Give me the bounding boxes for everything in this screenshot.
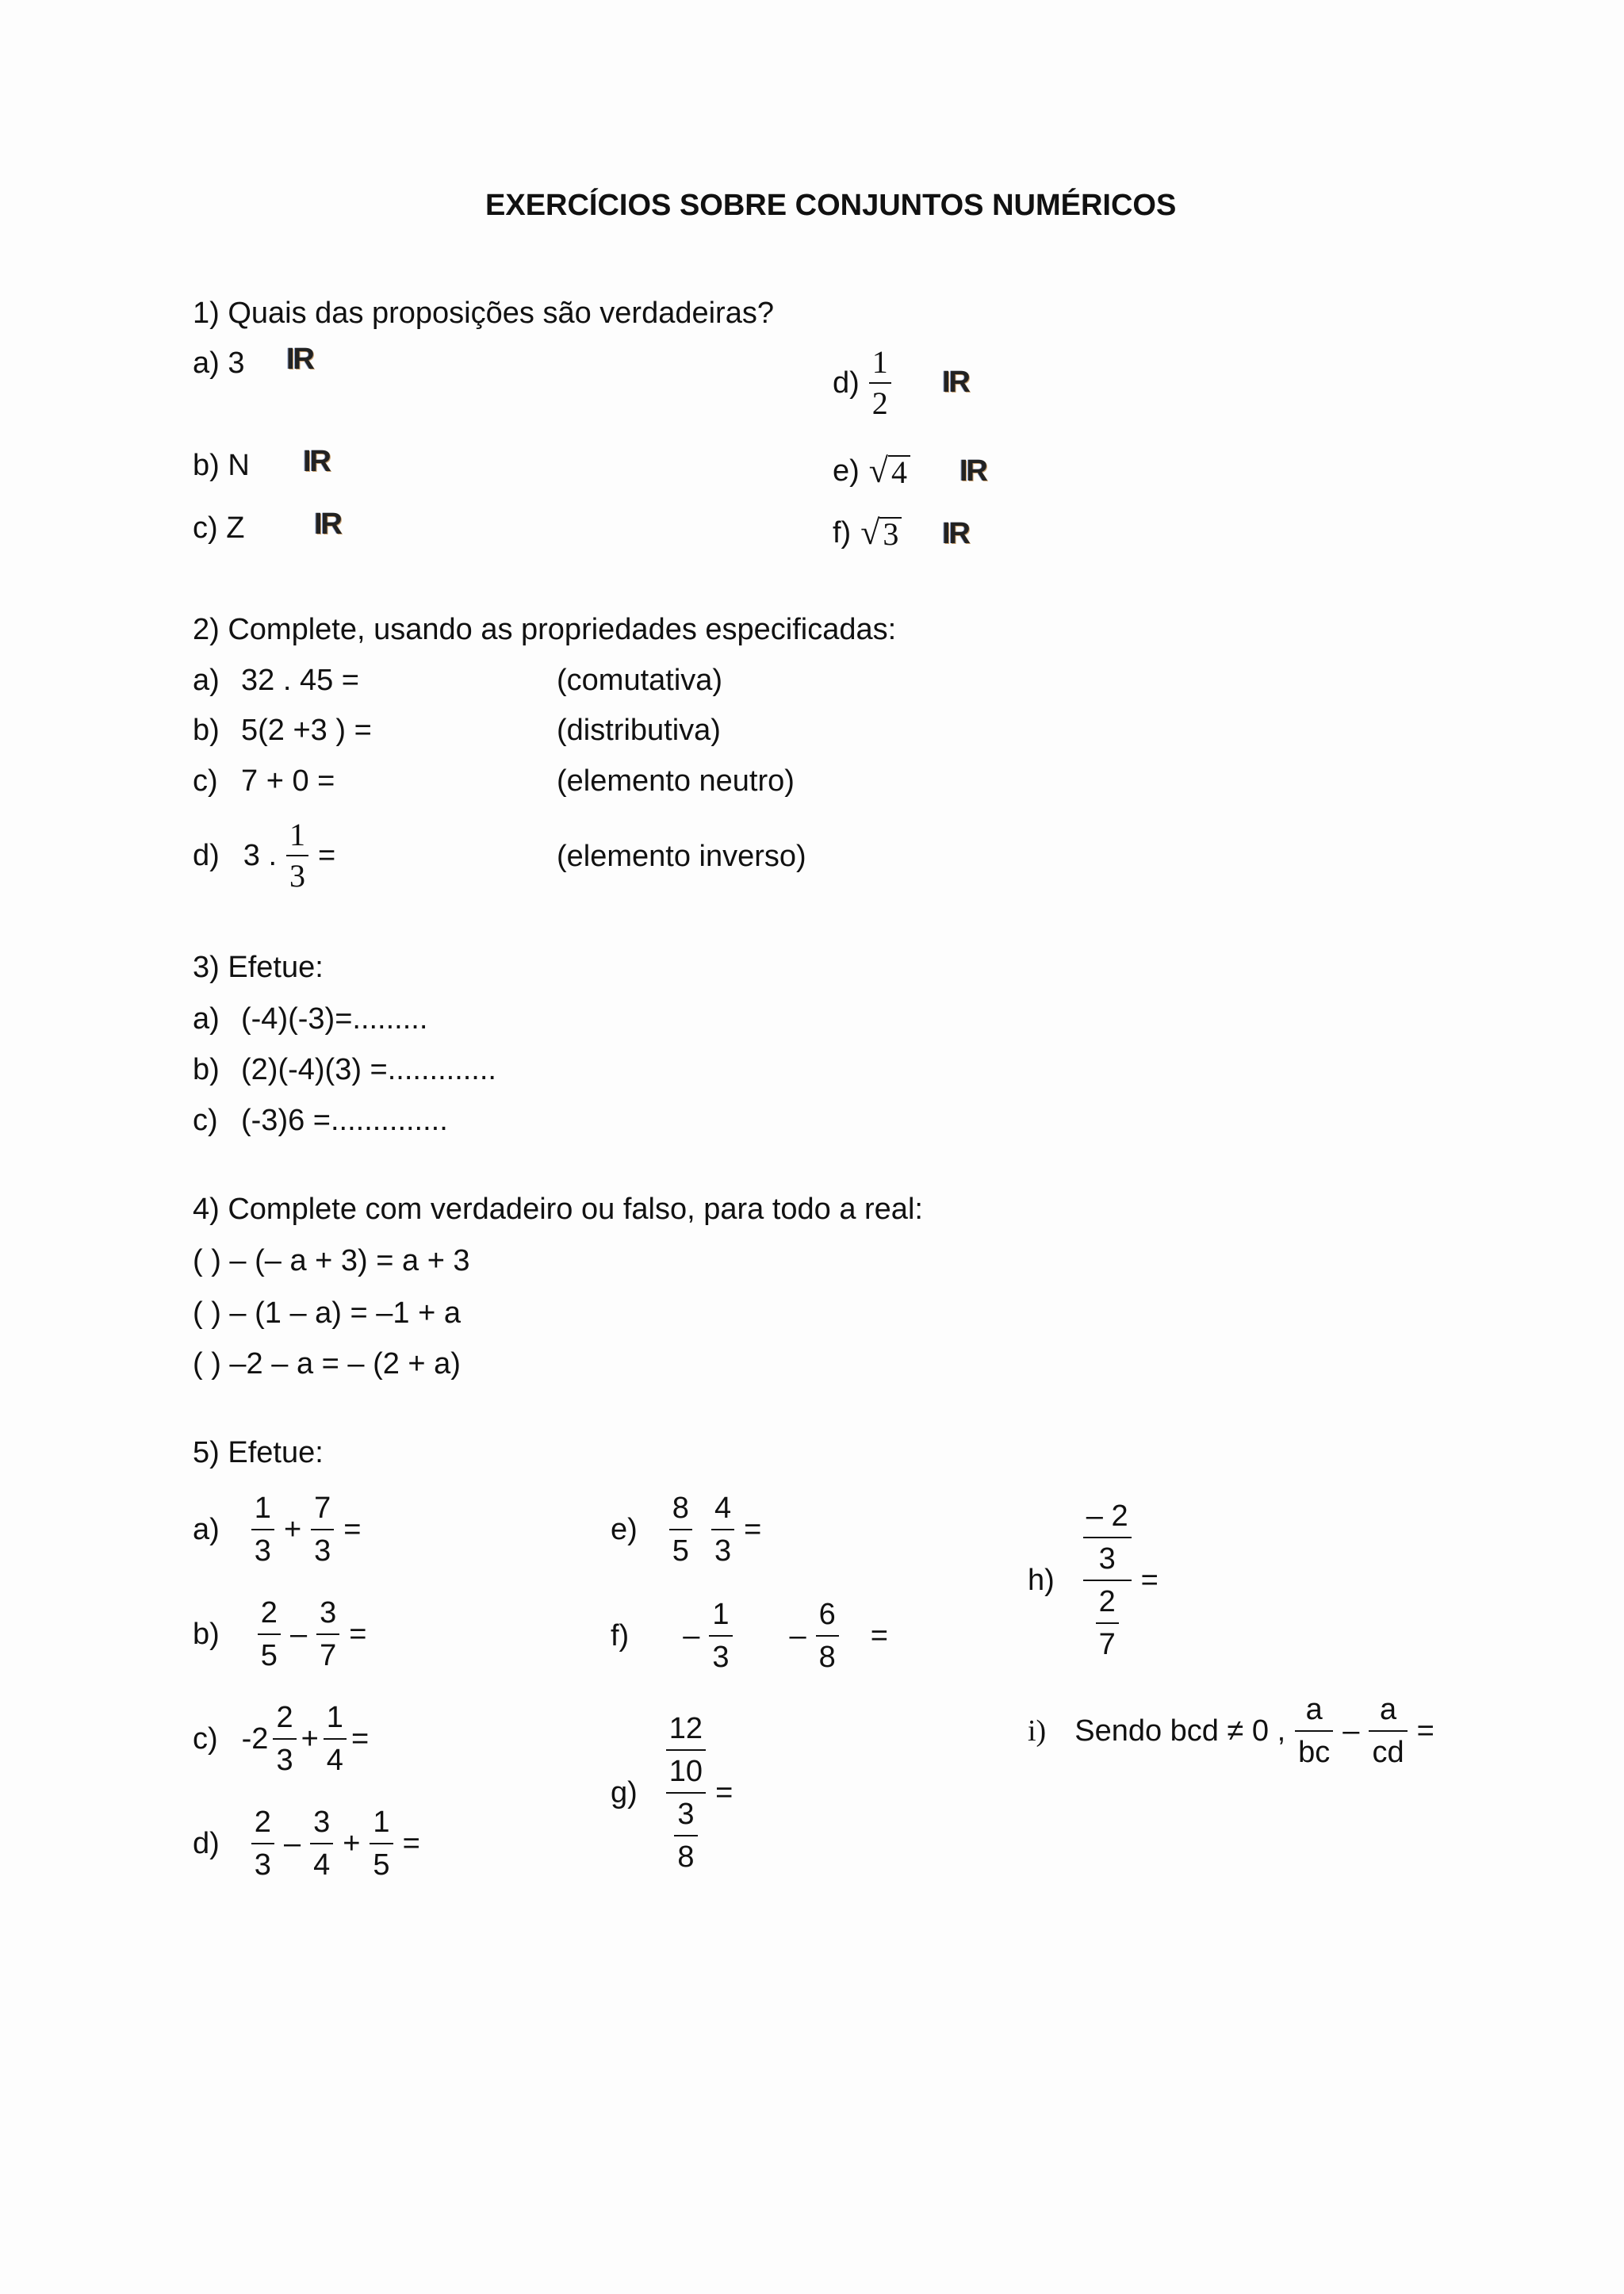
numerator: a [1305,1693,1323,1726]
fraction-bar [666,1749,706,1751]
q2-heading: 2) Complete, usando as propriedades especificadas: [193,613,897,646]
equals-sign: = [1140,1563,1159,1597]
equals-sign: = [343,1512,362,1546]
denominator: 3 [254,1534,271,1568]
denominator: 2 [871,385,888,421]
radicand: 3 [879,517,902,550]
q5-item-g [611,1711,733,1875]
denominator: 7 [1098,1628,1116,1661]
fraction [316,1595,339,1673]
fraction [669,1491,692,1568]
fraction [273,1700,296,1778]
q2-expr-b: 5(2 +3 ) = [241,714,372,747]
fraction [1083,1499,1132,1576]
q1-label-f: f) [833,516,852,550]
fraction [370,1805,393,1882]
q2-label-c: c) [193,764,218,798]
numerator: 1 [712,1598,730,1631]
operator: + [283,1512,302,1546]
numerator: 1 [289,817,306,852]
whole-number: -2 [241,1722,269,1756]
q1-item-b: b) N [193,449,250,482]
q3-expr-c: (-3)6 =.............. [241,1104,448,1137]
q3-expr-b: (2)(-4)(3) =............. [241,1053,496,1086]
q2-prop-c: (elemento neutro) [557,764,795,798]
fraction [310,1805,333,1882]
denominator: 5 [373,1848,390,1882]
fraction-bar [669,1529,692,1530]
q4-item: ( ) – (1 – a) = –1 + a [193,1296,461,1330]
fraction-bar [258,1633,281,1635]
fraction-bar [816,1635,839,1637]
q1-label-d: d) [833,366,860,400]
operator: – [289,1617,308,1651]
fraction [709,1597,732,1675]
complex-fraction [666,1711,706,1875]
q3-expr-a: (-4)(-3)=......... [241,1002,428,1036]
equals-sign: = [744,1512,762,1546]
q1-item-e [833,451,910,490]
numerator: 12 [668,1712,703,1745]
numerator: 8 [672,1492,689,1525]
equals-sign: = [1416,1714,1434,1748]
fraction [286,818,308,893]
fraction-bar [370,1843,393,1844]
denominator: 4 [313,1848,331,1882]
fraction-bar [709,1635,732,1637]
fraction [258,1595,281,1673]
denominator: cd [1372,1736,1404,1769]
fraction [711,1491,734,1568]
fraction-bar [316,1633,339,1635]
denominator: 8 [677,1840,695,1874]
denominator: 10 [668,1755,703,1788]
numerator: 2 [276,1701,293,1734]
fraction-bar [674,1835,697,1836]
real-symbol: IR [303,445,330,478]
q5-label-h: h) [1028,1564,1055,1597]
fraction [666,1711,706,1789]
q5-item-b [193,1595,366,1673]
q2-label-a: a) [193,664,220,697]
q2-item-d [193,818,335,893]
fraction [324,1700,347,1778]
real-symbol: IR [286,343,313,376]
fraction [869,346,891,420]
fraction [1096,1584,1119,1662]
q1-heading: 1) Quais das proposições são verdadeiras? [193,297,774,330]
equals-sign: = [350,1721,370,1756]
q5-label-a: a) [193,1513,220,1546]
equals-sign: = [870,1618,888,1653]
numerator: 3 [320,1596,337,1630]
q5-item-c [193,1700,369,1778]
denominator: 3 [276,1744,293,1777]
q3-label-c: c) [193,1104,218,1137]
fraction [1295,1692,1333,1770]
real-symbol: IR [942,517,969,550]
numerator: a [1379,1693,1397,1726]
numerator: 1 [871,344,888,380]
q5-label-c: c) [193,1722,218,1756]
operator: + [301,1721,319,1756]
denominator: 5 [260,1639,278,1672]
numerator: 2 [260,1596,278,1630]
q4-heading: 4) Complete com verdadeiro ou falso, para todo a real: [193,1193,923,1226]
q2-prop-a: (comutativa) [557,664,723,697]
fraction-bar [1096,1622,1119,1624]
numerator: 3 [313,1806,331,1839]
q5-label-b: b) [193,1618,220,1651]
numerator: 7 [314,1492,331,1525]
q5-label-g: g) [611,1776,638,1810]
fraction [251,1805,274,1882]
numerator: 2 [1098,1585,1116,1618]
fraction-bar [251,1529,274,1530]
denominator: bc [1298,1736,1331,1769]
equals-sign: = [402,1826,420,1860]
fraction-bar [666,1792,706,1794]
denominator: 3 [714,1534,732,1568]
real-symbol: IR [314,507,341,541]
radical-icon: √ [860,513,880,552]
real-symbol: IR [942,366,969,399]
fraction-bar [1083,1580,1132,1581]
numerator: 4 [714,1492,732,1525]
operator: – [789,1618,806,1653]
page-title: EXERCÍCIOS SOBRE CONJUNTOS NUMÉRICOS [485,189,1177,222]
q1-item-f [833,515,902,550]
q3-label-a: a) [193,1002,220,1036]
fraction [311,1491,334,1568]
operator: – [283,1826,301,1860]
denominator: 7 [320,1639,337,1672]
q5-label-i: i) [1028,1714,1047,1748]
fraction [1369,1692,1407,1770]
numerator: 2 [254,1806,271,1839]
q2-label-b: b) [193,714,220,747]
fraction-bar [1083,1537,1132,1538]
square-root [868,451,910,490]
q1-label-e: e) [833,454,860,488]
radicand: 4 [888,455,910,488]
operator: – [683,1618,700,1653]
fraction-bar [1295,1730,1333,1732]
numerator: 1 [254,1492,271,1525]
q5-item-i [1028,1692,1434,1770]
fraction-bar [869,382,891,384]
fraction-bar [324,1738,347,1740]
q1-item-c: c) Z [193,511,245,545]
square-root [860,515,902,550]
q2-prop-d: (elemento inverso) [557,840,806,873]
numerator: 1 [326,1701,343,1734]
fraction-bar [286,855,308,856]
q5-item-f [611,1597,888,1675]
q5-item-d [193,1805,420,1882]
q4-item: ( ) –2 – a = – (2 + a) [193,1347,461,1381]
q2-expr-d: 3 . [243,839,278,872]
fraction [816,1597,839,1675]
q5-label-e: e) [611,1513,638,1546]
numerator: 1 [373,1806,390,1839]
q5-label-f: f) [611,1619,630,1653]
q1-item-a: a) 3 [193,347,245,380]
fraction-bar [711,1529,734,1530]
q4-item: ( ) – (– a + 3) = a + 3 [193,1244,470,1277]
denominator: 3 [289,858,306,894]
denominator: 3 [1098,1542,1116,1576]
q5-item-h [1028,1499,1159,1662]
fraction-bar [251,1843,274,1844]
equals-sign: = [349,1617,367,1651]
denominator: 3 [712,1641,730,1674]
denominator: 3 [254,1848,271,1882]
equals-sign: = [318,839,336,872]
operator: – [1342,1714,1360,1748]
fraction-bar [1369,1730,1407,1732]
fraction [251,1491,274,1568]
q2-expr-c: 7 + 0 = [241,764,335,798]
q5-item-e [611,1491,761,1568]
q3-label-b: b) [193,1053,220,1086]
q5-label-d: d) [193,1827,220,1860]
denominator: 5 [672,1534,689,1568]
denominator: 4 [326,1744,343,1777]
q5-item-a [193,1491,361,1568]
q2-prop-b: (distributiva) [557,714,721,747]
fraction-bar [310,1843,333,1844]
q3-heading: 3) Efetue: [193,951,324,984]
q2-expr-a: 32 . 45 = [241,664,359,697]
numerator: 6 [818,1598,836,1631]
q5-heading: 5) Efetue: [193,1436,324,1469]
fraction-bar [311,1529,334,1530]
denominator: 3 [314,1534,331,1568]
radical-icon: √ [868,451,888,490]
q2-label-d: d) [193,839,220,872]
real-symbol: IR [959,454,986,488]
q1-item-d [833,346,891,420]
numerator: – 2 [1086,1499,1128,1533]
fraction-bar [273,1738,296,1740]
operator: + [343,1826,361,1860]
q5-text-i: Sendo bcd ≠ 0 , [1074,1714,1286,1748]
fraction [674,1797,697,1875]
denominator: 8 [818,1641,836,1674]
numerator: 3 [677,1798,695,1831]
equals-sign: = [715,1775,733,1810]
complex-fraction [1083,1499,1132,1662]
